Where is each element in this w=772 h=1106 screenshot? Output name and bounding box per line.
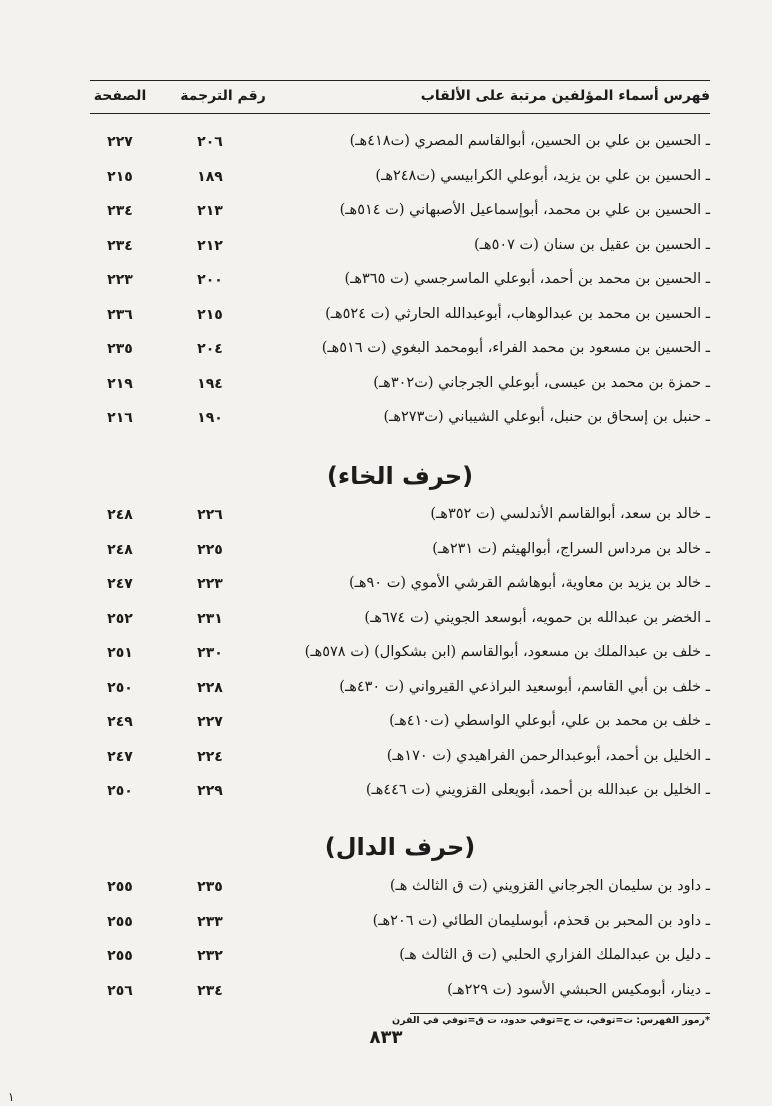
index-row xyxy=(90,162,710,197)
index-group-dal xyxy=(90,872,710,1010)
index-row xyxy=(90,707,710,742)
entry-number: ١٩٠ xyxy=(197,410,223,426)
entry-number: ٢٢٦ xyxy=(197,507,223,523)
entry-number: ١٩٤ xyxy=(197,375,223,392)
entry-number: ٢٣٣ xyxy=(197,913,223,930)
page-ref: ٢٣٥ xyxy=(107,341,133,357)
index-row xyxy=(90,265,710,300)
author-name: ـ الحسين بن محمد بن أحمد، أبوعلي الماسرجسي (ت ٣٦٥هـ) xyxy=(344,271,710,287)
section-heading-kha: (حرف الخاء) xyxy=(326,462,474,490)
page-ref: ٢٥٢ xyxy=(107,610,133,627)
author-name: ـ الخليل بن عبدالله بن أحمد، أبويعلى القزويني (ت ٤٤٦هـ) xyxy=(365,782,710,798)
index-row xyxy=(90,638,710,673)
index-row xyxy=(90,604,710,639)
entry-number: ٢٣٥ xyxy=(197,879,223,895)
index-row xyxy=(90,941,710,976)
author-name: ـ داود بن سليمان الجرجاني القزويني (ت ق الثالث هـ) xyxy=(389,878,710,894)
author-name: ـ الحسين بن مسعود بن محمد الفراء، أبومحمد البغوي (ت ٥١٦هـ) xyxy=(321,340,710,356)
corner-mark: ١ xyxy=(8,1090,15,1104)
footnote-abbreviations: *رموز الفهرس: ت=توفي، ت ح=توفي حدود، ت ق=توفي في القرن xyxy=(391,1015,710,1026)
page-ref: ٢٥٥ xyxy=(107,913,133,930)
author-name: ـ خلف بن محمد بن علي، أبوعلي الواسطي (ت٤١٠هـ) xyxy=(389,713,710,729)
entry-number: ٢٠٤ xyxy=(197,341,223,357)
index-row xyxy=(90,872,710,907)
author-name: ـ خلف بن أبي القاسم، أبوسعيد البراذعي القيرواني (ت ٤٣٠هـ) xyxy=(339,678,710,695)
index-row xyxy=(90,231,710,266)
index-row xyxy=(90,535,710,570)
entry-number: ٢٣٠ xyxy=(197,645,223,661)
page-ref: ٢٣٤ xyxy=(107,237,133,254)
author-name: ـ دليل بن عبدالملك الفزاري الحلبي (ت ق الثالث هـ) xyxy=(399,947,710,963)
page-ref: ٢٤٧ xyxy=(107,748,133,765)
entry-number: ٢١٥ xyxy=(197,306,223,323)
entry-number: ٢٠٠ xyxy=(197,272,223,288)
column-header-page: الصفحة xyxy=(93,88,147,104)
page-ref: ٢٥٥ xyxy=(107,879,133,895)
index-row xyxy=(90,500,710,535)
author-name: ـ الحسين بن علي بن الحسين، أبوالقاسم المصري (ت٤١٨هـ) xyxy=(349,133,710,149)
page-ref: ٢٥٠ xyxy=(107,679,133,696)
index-row xyxy=(90,673,710,708)
index-row xyxy=(90,569,710,604)
column-header-entry-number: رقم الترجمة xyxy=(180,88,266,104)
entry-number: ٢٢٤ xyxy=(197,748,223,765)
index-row xyxy=(90,196,710,231)
page-ref: ٢٢٧ xyxy=(107,134,133,150)
entry-number: ٢٢٧ xyxy=(197,714,223,730)
header-rule xyxy=(90,113,710,114)
page-number: ٨٣٣ xyxy=(369,1027,403,1048)
index-header xyxy=(90,82,710,112)
top-rule xyxy=(90,80,710,81)
index-row xyxy=(90,334,710,369)
page-ref: ٢٣٦ xyxy=(107,306,133,323)
author-name: ـ الحسين بن علي بن محمد، أبوإسماعيل الأصبهاني (ت ٥١٤هـ) xyxy=(339,202,710,218)
index-row xyxy=(90,300,710,335)
entry-number: ٢٣٢ xyxy=(197,948,223,964)
entry-number: ٢١٣ xyxy=(197,203,223,219)
index-row xyxy=(90,369,710,404)
author-name: ـ الحسين بن عقيل بن سنان (ت ٥٠٧هـ) xyxy=(474,236,710,253)
index-row xyxy=(90,127,710,162)
section-heading-dal: (حرف الدال) xyxy=(324,833,476,861)
author-name: ـ حمزة بن محمد بن عيسى، أبوعلي الجرجاني (ت٣٠٢هـ) xyxy=(373,374,710,391)
index-row xyxy=(90,907,710,942)
entry-number: ٢٢٣ xyxy=(197,576,223,592)
page-ref: ٢٤٨ xyxy=(107,507,133,523)
index-group-ha xyxy=(90,127,710,438)
author-name: ـ خلف بن عبدالملك بن مسعود، أبوالقاسم (ابن بشكوال) (ت ٥٧٨هـ) xyxy=(304,644,710,660)
author-name: ـ الحسين بن علي بن يزيد، أبوعلي الكرابيسي (ت٢٤٨هـ) xyxy=(375,167,710,184)
page-ref: ٢٢٣ xyxy=(107,272,133,288)
entry-number: ٢٣١ xyxy=(197,610,223,627)
entry-number: ٢٠٦ xyxy=(197,134,223,150)
index-group-kha xyxy=(90,500,710,811)
author-name: ـ الحسين بن محمد بن عبدالوهاب، أبوعبدالله الحارثي (ت ٥٢٤هـ) xyxy=(325,305,710,322)
page-ref: ٢٥١ xyxy=(107,645,133,661)
author-name: ـ خالد بن سعد، أبوالقاسم الأندلسي (ت ٣٥٢هـ) xyxy=(430,506,710,522)
author-name: ـ دينار، أبومكيس الحبشي الأسود (ت ٢٢٩هـ) xyxy=(447,981,710,998)
page-ref: ٢٤٩ xyxy=(107,714,133,730)
footnote-rule xyxy=(410,1013,710,1014)
entry-number: ١٨٩ xyxy=(197,168,223,185)
page-ref: ٢٣٤ xyxy=(107,203,133,219)
page-ref: ٢٥٠ xyxy=(107,783,133,799)
page-ref: ٢٥٦ xyxy=(107,982,133,999)
author-name: ـ خالد بن يزيد بن معاوية، أبوهاشم القرشي الأموي (ت ٩٠هـ) xyxy=(348,575,710,591)
entry-number: ٢٣٤ xyxy=(197,982,223,999)
page-ref: ٢١٩ xyxy=(107,375,133,392)
page-ref: ٢١٦ xyxy=(107,410,133,426)
index-row xyxy=(90,403,710,438)
entry-number: ٢٢٨ xyxy=(197,679,223,696)
index-row xyxy=(90,776,710,811)
page-ref: ٢١٥ xyxy=(107,168,133,185)
index-row xyxy=(90,976,710,1011)
page-ref: ٢٤٧ xyxy=(107,576,133,592)
author-name: ـ داود بن المحبر بن قحذم، أبوسليمان الطائي (ت ٢٠٦هـ) xyxy=(372,912,710,929)
author-name: ـ الخضر بن عبدالله بن حمويه، أبوسعد الجويني (ت ٦٧٤هـ) xyxy=(364,609,710,626)
author-name: ـ حنبل بن إسحاق بن حنبل، أبوعلي الشيباني (ت٢٧٣هـ) xyxy=(383,409,710,425)
page-ref: ٢٥٥ xyxy=(107,948,133,964)
page-ref: ٢٤٨ xyxy=(107,541,133,558)
entry-number: ٢٢٩ xyxy=(197,783,223,799)
entry-number: ٢٢٥ xyxy=(197,541,223,558)
author-name: ـ خالد بن مرداس السراج، أبوالهيثم (ت ٢٣١هـ) xyxy=(432,540,710,557)
entry-number: ٢١٢ xyxy=(197,237,223,254)
index-title: فهرس أسماء المؤلفين مرتبة على الألقاب xyxy=(420,88,710,104)
author-name: ـ الخليل بن أحمد، أبوعبدالرحمن الفراهيدي (ت ١٧٠هـ) xyxy=(386,747,710,764)
index-row xyxy=(90,742,710,777)
